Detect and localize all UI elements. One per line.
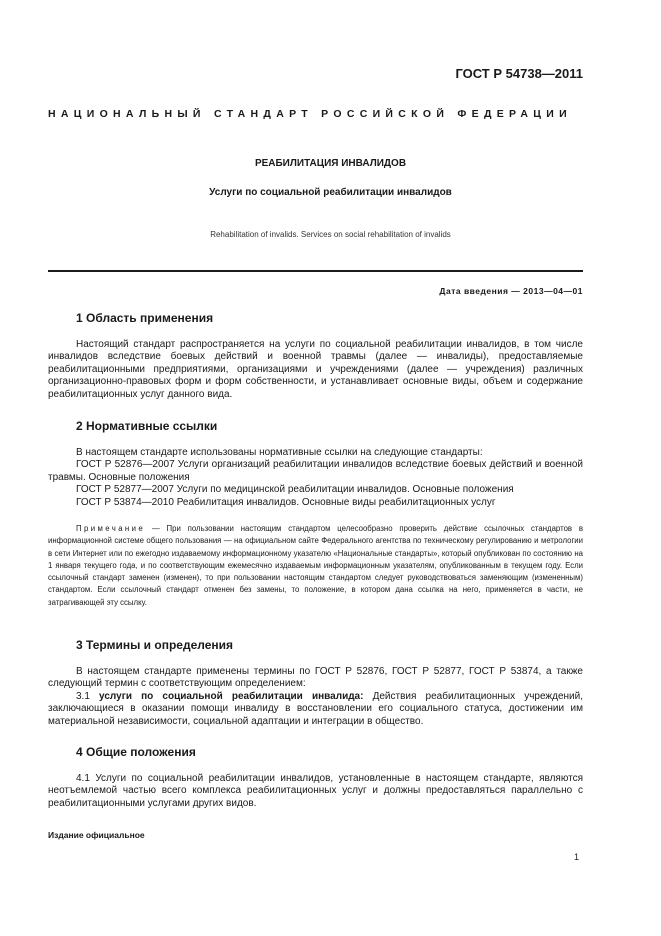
section-1-paragraph: Настоящий стандарт распространяется на услуги по социальной реабилитации инвалидов, в том числе инвалидов вследствие боевых действий и военной травмы (далее — инвалиды), предоставляемые реабилитационными предприятиями, организациями и учреждениями (далее — учреждения) различных организационно-правовых форм и форм собственности, и устанавливает основные виды, объем и содержание реабилитационных услуг данного вида. bbox=[48, 339, 583, 400]
term-number: 3.1 bbox=[76, 690, 100, 702]
section-3-heading: 3 Термины и определения bbox=[76, 638, 234, 652]
section-1-heading: 1 Область применения bbox=[76, 311, 214, 325]
reference-item: ГОСТ Р 53874—2010 Реабилитация инвалидов. Основные виды реабилитационных услуг bbox=[76, 496, 496, 508]
english-title: Rehabilitation of invalids. Services on social rehabilitation of invalids bbox=[210, 230, 451, 239]
section-2-intro: В настоящем стандарте использованы нормативные ссылки на следующие стандарты: bbox=[76, 447, 483, 458]
section-2-heading: 2 Нормативные ссылки bbox=[76, 419, 218, 433]
official-edition-label: Издание официальное bbox=[48, 830, 145, 840]
term-name: услуги по социальной реабилитации инвалида: bbox=[99, 690, 364, 702]
section-4-heading: 4 Общие положения bbox=[76, 745, 196, 759]
section-4-paragraph: 4.1 Услуги по социальной реабилитации инвалидов, установленные в настоящем стандарте, являются неотъемлемой частью всего комплекса реабилитационных услуг и должны предоставляться параллельно с реабилитационными услугами других видов. bbox=[48, 773, 583, 809]
note-text: — При пользовании настоящим стандартом целесообразно проверить действие ссылочных стандартов в информационной системе общего пользования — на официальном сайте Федерального агентства по техническому регулированию и метрологии в сети Интернет или по ежегодно издаваемому информационному указателю «Национальные стандарты», который опубликован по состоянию на 1 января текущего года, и по соответствующим ежемесячно издаваемым информационным указателям, опубликованным в текущем году. Если ссылочный стандарт заменен (изменен), то при пользовании настоящим стандартом следует руководствоваться заменяющим (измененным) стандартом. Если ссылочный стандарт отменен без замены, то положение, в котором дана ссылка на него, применяется в части, не затрагивающей эту ссылку. bbox=[48, 524, 583, 607]
section-3-intro: В настоящем стандарте применены термины по ГОСТ Р 52876, ГОСТ Р 52877, ГОСТ Р 53874, а также следующий термин с соответствующим определением: bbox=[48, 666, 583, 690]
page-number: 1 bbox=[573, 852, 579, 862]
section-3-text bbox=[48, 666, 583, 728]
section-2-text bbox=[48, 447, 583, 509]
introduction-date: Дата введения — 2013—04—01 bbox=[439, 286, 583, 296]
document-subtitle: Услуги по социальной реабилитации инвалидов bbox=[209, 187, 452, 198]
term-definition bbox=[48, 691, 583, 728]
term-definition-text: Действия реабилитационных учреждений, заключающиеся в оказании помощи инвалиду в восстановлении его социального статуса, достижении им материальной независимости, социальной адаптации и интеграции в общество. bbox=[48, 690, 583, 727]
section-2-note bbox=[48, 523, 583, 609]
document-title: РЕАБИЛИТАЦИЯ ИНВАЛИДОВ bbox=[254, 158, 407, 169]
standard-code: ГОСТ Р 54738—2011 bbox=[455, 66, 583, 81]
reference-item: ГОСТ Р 52876—2007 Услуги организаций реабилитации инвалидов вследствие боевых действий и военной травмы. Основные положения bbox=[48, 459, 583, 483]
section-4-text bbox=[48, 773, 583, 810]
header-rule bbox=[48, 270, 583, 272]
section-1-text bbox=[48, 339, 583, 401]
reference-item: ГОСТ Р 52877—2007 Услуги по медицинской реабилитации инвалидов. Основные положения bbox=[76, 484, 514, 496]
note-label: Примечание bbox=[76, 524, 146, 533]
national-standard-banner: НАЦИОНАЛЬНЫЙ СТАНДАРТ РОССИЙСКОЙ ФЕДЕРАЦИИ bbox=[48, 108, 572, 120]
